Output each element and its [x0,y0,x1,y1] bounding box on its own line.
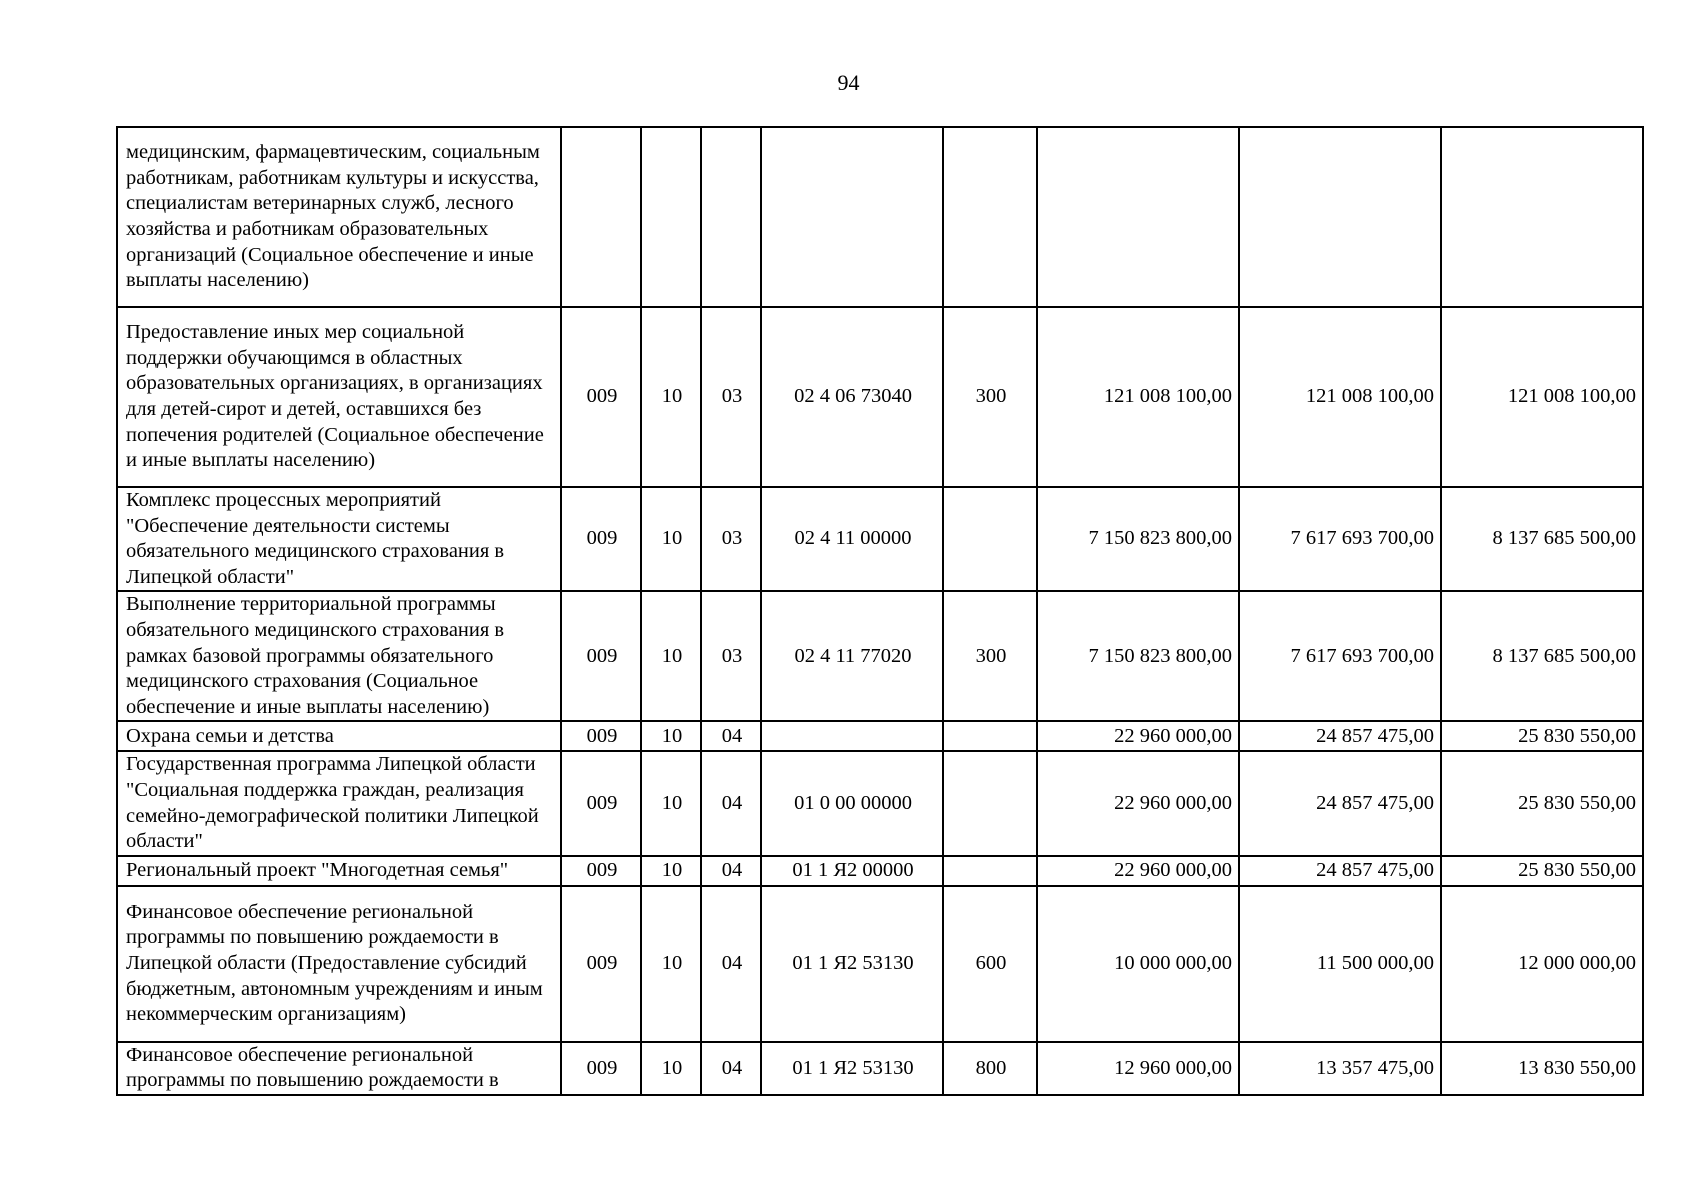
section-code-cell: 10 [641,487,701,591]
table-row [117,127,1643,307]
table-row [117,487,1643,591]
budget-table [116,126,1644,1096]
row-name-cell: Государственная программа Липецкой области "Социальная поддержка граждан, реализация семейно-демографической политики Липецкой области" [117,751,561,855]
subsection-code-cell: 04 [701,1042,761,1095]
amount-1-cell: 22 960 000,00 [1037,751,1239,855]
table-row [117,721,1643,751]
row-name-cell: Предоставление иных мер социальной поддержки обучающимся в областных образовательных организациях, в организациях для детей-сирот и детей, оставшихся без попечения родителей (Социальное обеспечение и иные выплаты населению) [117,307,561,487]
amount-2-cell: 7 617 693 700,00 [1239,487,1441,591]
amount-2-cell: 24 857 475,00 [1239,856,1441,886]
expense-type-cell [943,127,1037,307]
ministry-code-cell: 009 [561,487,641,591]
ministry-code-cell: 009 [561,1042,641,1095]
table-row [117,591,1643,721]
ministry-code-cell: 009 [561,751,641,855]
row-name-cell: Охрана семьи и детства [117,721,561,751]
section-code-cell [641,127,701,307]
expense-type-cell: 300 [943,307,1037,487]
amount-3-cell: 25 830 550,00 [1441,721,1643,751]
amount-3-cell: 121 008 100,00 [1441,307,1643,487]
subsection-code-cell: 03 [701,487,761,591]
amount-1-cell: 22 960 000,00 [1037,721,1239,751]
subsection-code-cell: 03 [701,307,761,487]
table-row [117,886,1643,1042]
amount-3-cell: 8 137 685 500,00 [1441,487,1643,591]
amount-1-cell: 10 000 000,00 [1037,886,1239,1042]
amount-2-cell: 11 500 000,00 [1239,886,1441,1042]
subsection-code-cell: 04 [701,886,761,1042]
row-name-cell: Региональный проект "Многодетная семья" [117,856,561,886]
ministry-code-cell: 009 [561,591,641,721]
amount-1-cell: 22 960 000,00 [1037,856,1239,886]
expense-type-cell [943,751,1037,855]
subsection-code-cell: 04 [701,856,761,886]
table-row [117,1042,1643,1095]
expense-type-cell [943,856,1037,886]
target-article-cell [761,721,943,751]
subsection-code-cell [701,127,761,307]
table-row [117,307,1643,487]
expense-type-cell: 600 [943,886,1037,1042]
section-code-cell: 10 [641,1042,701,1095]
row-name-cell: Выполнение территориальной программы обязательного медицинского страхования в рамках базовой программы обязательного медицинского страхования (Социальное обеспечение и иные выплаты населению) [117,591,561,721]
ministry-code-cell: 009 [561,721,641,751]
expense-type-cell: 300 [943,591,1037,721]
amount-1-cell: 7 150 823 800,00 [1037,591,1239,721]
amount-3-cell: 12 000 000,00 [1441,886,1643,1042]
amount-3-cell: 25 830 550,00 [1441,751,1643,855]
amount-3-cell [1441,127,1643,307]
row-name-cell: медицинским, фармацевтическим, социальным работникам, работникам культуры и искусства, специалистам ветеринарных служб, лесного хозяйства и работникам образовательных организаций (Социальное обеспечение и иные выплаты населению) [117,127,561,307]
target-article-cell [761,127,943,307]
amount-3-cell: 13 830 550,00 [1441,1042,1643,1095]
expense-type-cell [943,487,1037,591]
target-article-cell: 01 0 00 00000 [761,751,943,855]
table-row [117,856,1643,886]
section-code-cell: 10 [641,307,701,487]
expense-type-cell: 800 [943,1042,1037,1095]
section-code-cell: 10 [641,591,701,721]
section-code-cell: 10 [641,751,701,855]
table-row [117,751,1643,855]
ministry-code-cell: 009 [561,886,641,1042]
expense-type-cell [943,721,1037,751]
section-code-cell: 10 [641,721,701,751]
amount-3-cell: 8 137 685 500,00 [1441,591,1643,721]
target-article-cell: 02 4 06 73040 [761,307,943,487]
amount-1-cell: 121 008 100,00 [1037,307,1239,487]
page-number: 94 [837,70,860,95]
row-name-cell: Комплекс процессных мероприятий "Обеспечение деятельности системы обязательного медицинского страхования в Липецкой области" [117,487,561,591]
row-name-cell: Финансовое обеспечение региональной программы по повышению рождаемости в Липецкой области (Предоставление субсидий бюджетным, автономным учреждениям и иным некоммерческим организациям) [117,886,561,1042]
amount-1-cell [1037,127,1239,307]
target-article-cell: 01 1 Я2 53130 [761,1042,943,1095]
section-code-cell: 10 [641,856,701,886]
target-article-cell: 01 1 Я2 53130 [761,886,943,1042]
target-article-cell: 01 1 Я2 00000 [761,856,943,886]
amount-2-cell: 7 617 693 700,00 [1239,591,1441,721]
amount-2-cell [1239,127,1441,307]
subsection-code-cell: 04 [701,721,761,751]
row-name-cell: Финансовое обеспечение региональной программы по повышению рождаемости в [117,1042,561,1095]
section-code-cell: 10 [641,886,701,1042]
target-article-cell: 02 4 11 00000 [761,487,943,591]
amount-1-cell: 7 150 823 800,00 [1037,487,1239,591]
subsection-code-cell: 03 [701,591,761,721]
ministry-code-cell: 009 [561,856,641,886]
amount-3-cell: 25 830 550,00 [1441,856,1643,886]
amount-2-cell: 121 008 100,00 [1239,307,1441,487]
target-article-cell: 02 4 11 77020 [761,591,943,721]
subsection-code-cell: 04 [701,751,761,855]
amount-2-cell: 13 357 475,00 [1239,1042,1441,1095]
amount-2-cell: 24 857 475,00 [1239,721,1441,751]
ministry-code-cell [561,127,641,307]
ministry-code-cell: 009 [561,307,641,487]
amount-1-cell: 12 960 000,00 [1037,1042,1239,1095]
amount-2-cell: 24 857 475,00 [1239,751,1441,855]
